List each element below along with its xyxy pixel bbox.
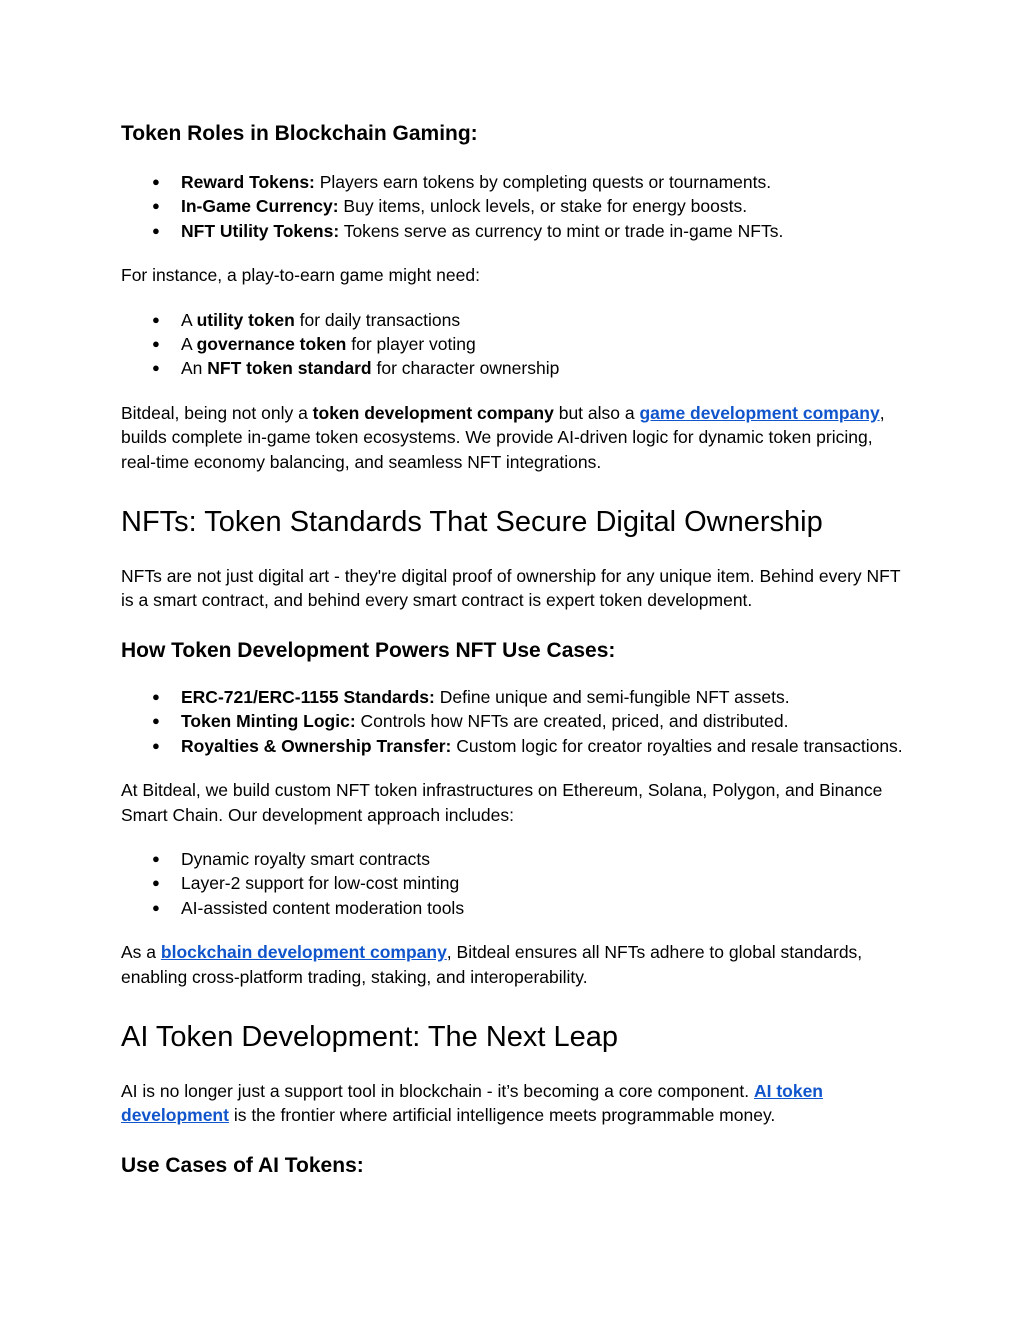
bullet-icon: ● (152, 688, 160, 704)
section-heading-gaming: Token Roles in Blockchain Gaming: (121, 122, 478, 145)
blockchain-development-company-link[interactable]: blockchain development company (160, 942, 447, 963)
list-item: ● Token Minting Logic: Controls how NFTs are created, priced, and distributed. (121, 709, 911, 733)
game-development-company-link[interactable]: game development company (639, 402, 880, 423)
development-approach-list (121, 847, 911, 920)
bullet-icon: ● (152, 875, 160, 891)
bullet-icon: ● (152, 713, 160, 729)
ai-token-development-link[interactable]: AI token development (121, 1080, 823, 1126)
game-needs-list (121, 308, 911, 381)
bullet-icon: ● (152, 737, 160, 753)
list-item: ● A governance token for player voting (121, 332, 911, 356)
list-item: ● NFT Utility Tokens: Tokens serve as currency to mint or trade in-game NFTs. (121, 219, 911, 243)
bullet-icon: ● (152, 222, 160, 238)
list-item: ● Royalties & Ownership Transfer: Custom logic for creator royalties and resale transactions. (121, 734, 911, 758)
nft-closing-paragraph: As a blockchain development company, Bitdeal ensures all NFTs adhere to global standards, enabling cross-platform trading, staking, and interoperability. (121, 942, 863, 987)
instance-intro: For instance, a play-to-earn game might need: (121, 265, 480, 286)
list-item: ● In-Game Currency: Buy items, unlock levels, or stake for energy boosts. (121, 194, 911, 218)
list-item: ● A utility token for daily transactions (121, 308, 911, 332)
list-item: ● Dynamic royalty smart contracts (121, 847, 911, 871)
bullet-icon: ● (152, 311, 160, 327)
bullet-icon: ● (152, 850, 160, 866)
list-item: ● Layer-2 support for low-cost minting (121, 871, 911, 895)
list-item: ● ERC-721/ERC-1155 Standards: Define unique and semi-fungible NFT assets. (121, 685, 911, 709)
section-heading-nft: NFTs: Token Standards That Secure Digital Ownership (121, 506, 823, 539)
ai-intro-paragraph: AI is no longer just a support tool in blockchain - it’s becoming a core component. AI token development is the frontier where artificial intelligence meets programmable money. (121, 1080, 823, 1126)
bullet-icon: ● (152, 198, 160, 214)
section-heading-ai: AI Token Development: The Next Leap (121, 1020, 619, 1053)
bullet-icon: ● (152, 899, 160, 915)
subheading-ai-use-cases: Use Cases of AI Tokens: (121, 1153, 364, 1177)
bitdeal-paragraph: Bitdeal, being not only a token development company but also a game development company, builds complete in-game token ecosystems. We provide AI-driven logic for dynamic token pricing, real-time economy balancing, and seamless NFT integrations. (121, 402, 885, 472)
token-roles-list (121, 170, 911, 243)
bullet-icon: ● (152, 360, 160, 376)
bullet-icon: ● (152, 336, 160, 352)
bullet-icon: ● (152, 174, 160, 189)
nft-infrastructure-paragraph: At Bitdeal, we build custom NFT token infrastructures on Ethereum, Solana, Polygon, and Binance Smart Chain. Our development approach includes: (121, 780, 883, 825)
list-item: ● An NFT token standard for character ownership (121, 356, 911, 380)
document-page (121, 120, 911, 1180)
list-item: ● AI-assisted content moderation tools (121, 896, 911, 920)
list-item: ● Reward Tokens: Players earn tokens by completing quests or tournaments. (121, 170, 911, 194)
nft-use-cases-list (121, 685, 911, 758)
nft-intro-paragraph: NFTs are not just digital art - they're digital proof of ownership for any unique item. Behind every NFT is a smart contract, and behind every smart contract is expert token development. (121, 566, 901, 611)
subheading-nft-use-cases: How Token Development Powers NFT Use Cases: (121, 638, 616, 662)
